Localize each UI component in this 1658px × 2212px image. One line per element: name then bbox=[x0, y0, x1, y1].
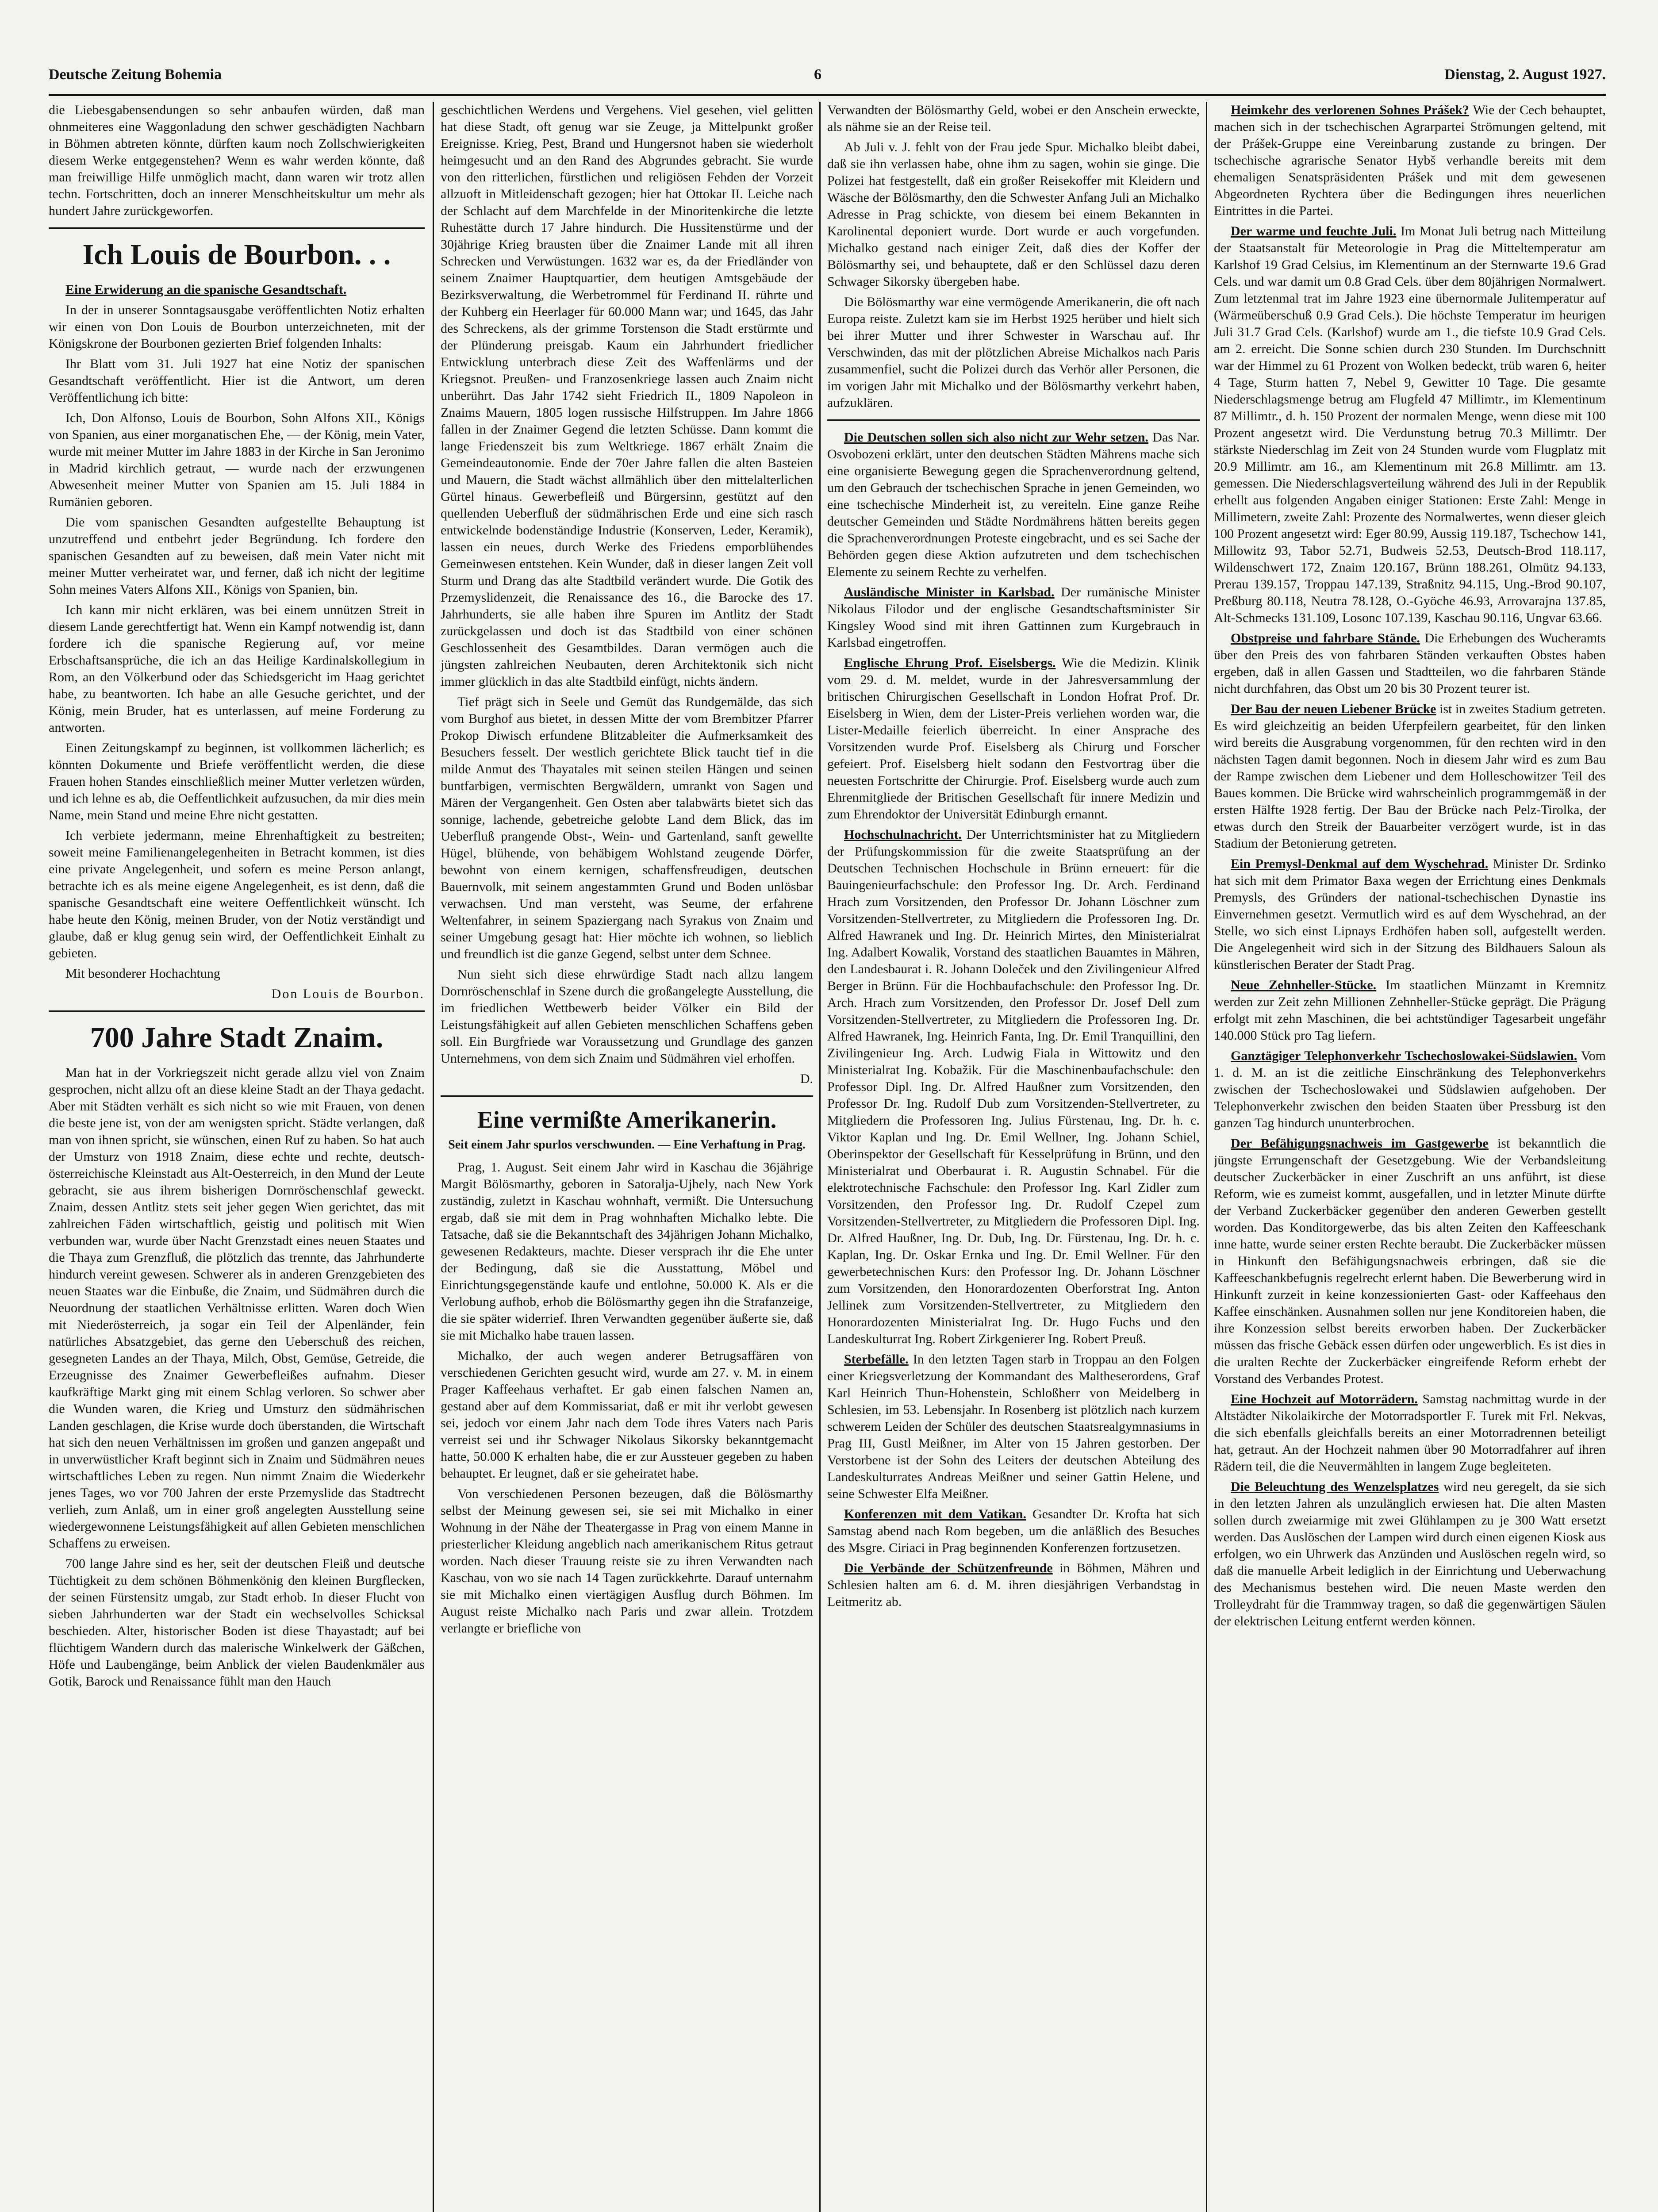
news-text: Im staatlichen Münzamt in Kremnitz werden zur Zeit zehn Millionen Zehnheller-Stücke geprägt. Die Prägung erfolgt mit zehn Maschinen, die bei achtstündiger Tagesarbeit ungefähr 140.000 Stück pro Tag liefern. bbox=[1214, 978, 1606, 1043]
column-divider bbox=[1206, 102, 1207, 2212]
page-header bbox=[49, 62, 1606, 93]
news-text: Vom 1. d. M. an ist die zeitliche Einschränkung des Telephonverkehrs zwischen der Tschechoslowakei und Südslawien aufgehoben. Der Telephonverkehr zwischen den beiden Staaten über Pressburg ist den ganzen Tag hindurch ununterbrochen. bbox=[1214, 1048, 1606, 1130]
headline-amerikanerin: Eine vermißte Amerikanerin. bbox=[477, 1106, 777, 1133]
news-lead: Eine Hochzeit auf Motorrädern. bbox=[1231, 1392, 1418, 1406]
subheadline: Seit einem Jahr spurlos verschwunden. — Eine Verhaftung in Prag. bbox=[448, 1138, 806, 1152]
article-paragraph: Ihr Blatt vom 31. Juli 1927 hat eine Notiz der spanischen Gesandtschaft veröffentlicht. Hier ist die Antwort, um deren Veröffentlichung ich bitte: bbox=[49, 357, 425, 405]
headline-bourbon: Ich Louis de Bourbon. . . bbox=[82, 238, 391, 271]
article-separator bbox=[49, 227, 425, 229]
article-paragraph: Verwandten der Bölösmarthy Geld, wobei er den Anschein erweckte, als nähme sie an der Reise teil. bbox=[827, 103, 1200, 134]
header-rule bbox=[49, 94, 1606, 96]
news-lead: Ausländische Minister in Karlsbad. bbox=[844, 585, 1055, 599]
news-lead: Ein Premysl-Denkmal auf dem Wyschehrad. bbox=[1231, 856, 1489, 871]
news-text: Minister Dr. Srdinko hat sich mit dem Primator Baxa wegen der Errichtung eines Denkmals Premysls, des Gründers der national-tschechischen Dynastie ins Einvernehmen gesetzt. Vermutlich wird es auf dem Wyschehrad, an der Stelle, wo sich einst Lipnays Erdhöfen haben soll, aufgestellt werden. Die Angelegenheit wird sich in der Sitzung des Bildhauers Saloun als künstlerischen Berater der Stadt Prag. bbox=[1214, 856, 1606, 972]
article-paragraph: Ich, Don Alfonso, Louis de Bourbon, Sohn Alfons XII., Königs von Spanien, aus einer morganatischen Ehe, — der König, mein Vater, wurde mit meiner Mutter im Jahre 1883 in der Kirche in San Jeronimo in Madrid kirchlich getraut, — wurde nach der erzwungenen Abwesenheit meiner Mutter von Spanien am 15. Juli 1884 in Rumänien geboren. bbox=[49, 411, 425, 509]
article-paragraph: Ab Juli v. J. fehlt von der Frau jede Spur. Michalko bleibt dabei, daß sie ihn verlassen habe, ohne ihm zu sagen, wohin sie ginge. Die Polizei hat festgestellt, daß ein großer Reisekoffer mit Kleidern und Wäsche der Bölösmarthy, den die Schwester Anfang Juli an Michalko Adresse in Prag schickte, von diesem bei einem Bekannten in Karolinental deponiert wurde. Dort wurde er auch vorgefunden. Michalko gestand nach einiger Zeit, daß dies der Koffer der Bölösmarthy sei, und behauptete, daß er den Schlüssel dazu deren Schwager Sikorsky übergeben habe. bbox=[827, 140, 1200, 289]
news-lead: Der Bau der neuen Liebener Brücke bbox=[1231, 702, 1436, 716]
news-text: Der Unterrichtsminister hat zu Mitgliedern der Prüfungskommission für die zweite Staatsprüfung an der Deutschen Technischen Hochschule in Brünn erneuert: für die Bauingenieurfachschule: den Professor Ing. Dr. Arch. Ferdinand Hrach zum Vorsitzenden, den Professor Dr. Johann Löschner zum Vorsitzenden-Stellvertreter, zu Mitgliedern die Professoren Ing. Dr. Alfred Hawranek und Ing. Dr. Heinrich Mirtes, den Ministerialrat Ing. Adalbert Kowalik, Vorstand des staatlichen Bauamtes in Mähren, den Landesbaurat i. R. Johann Doleček und den Zivilingenieur Alfred Berger in Brünn. Für die Hochbaufachschule: den Professor Ing. Dr. Arch. Hrach zum Vorsitzenden, den Professor Dr. Josef Dell zum Vorsitzenden-Stellvertreter, zu Mitgliedern die Professoren Ing. Dr. Alfred Hawranek, Ing. Heinrich Fanta, Ing. Dr. Emil Tranquillini, den Zivilingenieur Ing. Arch. Ludwig Fiala in Wittowitz und den Ministerialrat Ing. Kobažik. Für die Maschinenbaufachschule: den Professor Dipl. Ing. Dr. Alfred Haußner zum Vorsitzenden, den Professor Dr. Ing. Rudolf Dub zum Vorsitzenden-Stellvertreter, zu Mitgliedern die Professoren Ing. Julius Fürstenau, Ing. Dr. h. c. Viktor Kaplan und Ing. Dr. Emil Wellner, Ing. Johann Schiel, Oberinspektor der Gesellschaft für Kesselprüfung in Brünn, und den Ministerialrat und Oberbaurat i. R. Augustin Schnabel. Für die elektrotechnische Fachschule: den Professor Ing. Karl Zidler zum Vorsitzenden, den Professor Ing. Dr. Rudolf Czepel zum Vorsitzenden-Stellvertreter, zu Mitgliedern die Professoren Dipl. Ing. Dr. Alfred Haußner, Ing. Dr. Dub, Ing. Dr. Fürstenau, Ing. Dr. h. c. Kaplan, Ing. Dr. Oskar Ernka und Ing. Dr. Emil Wellner. Für den gewerbetechnischen Kurs: den Professor Ing. Dr. Johann Löschner zum Vorsitzenden, den Honorardozenten Oberforstrat Ing. Anton Jellinek zum Vorsitzenden-Stellvertreter, zu Mitgliedern den Honorardozenten Ministerialrat Ing. Dr. Hugo Fuchs und den Landeskulturrat Ing. Robert Zirkgenierer Ing. Robert Preuß. bbox=[827, 827, 1200, 1346]
news-lead: Der Befähigungsnachweis im Gastgewerbe bbox=[1231, 1136, 1489, 1151]
news-text: Samstag nachmittag wurde in der Altstädter Nikolaikirche der Motorradsportler F. Turek mit Frl. Nekvas, die sich ebenfalls gleichfalls bereits an einer Motorradrennen beteiligt hat, getraut. An der Hochzeit nahmen über 90 Motorradfahrer auf ihren Rädern teil, die die Neuvermählten in langem Zuge begleiteten. bbox=[1214, 1392, 1606, 1474]
news-text: Im Monat Juli betrug nach Mitteilung der Staatsanstalt für Meteorologie in Prag die Mitteltemperatur am Karlshof 19 Grad Celsius, im Klementinum an der Sternwarte 19.6 Grad Cels. und war damit um 0.8 Grad Cels. über dem 80jährigen Normalwert. Zum letztenmal trat im Jahre 1923 eine übernormale Julitemperatur auf (Wärmeüberschuß 0.9 Grad Cels.). Die höchste Temperatur im heurigen Juli 31.7 Grad Cels. (Karlshof) wurde am 1., die tiefste 10.9 Grad Cels. am 2. erreicht. Die Sonne schien durch 230 Stunden. Im Durchschnitt war der Himmel zu 61 Prozent von Wolken bedeckt, trüb waren 6, heiter 4 Tage, Sturm hatten 7, Nebel 9, Gewitter 10 Tage. Die gesamte Niederschlagsmenge betrug am Flugfeld 47 Millimtr., im Klementinum 87 Millimtr., d. h. 150 Prozent der normalen Menge, wenn diese mit 100 Prozent angesetzt wird. Die Verdunstung betrug 70.3 Millimtr. Der stärkste Niederschlag im Zeit von 24 Stunden wurde vom Flugplatz mit 20.9 Millimtr. am 16., am Klementinum mit 26.8 Millimtr. am 13. gemessen. Die Niederschlagsverteilung während des Juli in der Republik erhellt aus folgenden Angaben einiger Stationen: Erste Zahl: Menge in Millimetern, zweite Zahl: Prozente des Normalwertes, wenn dieser gleich 100 Prozent angesetzt wird: Eger 80.99, Aussig 119.187, Tschechow 141, Millowitz 93, Tabor 52.71, Budweis 52.53, Deutsch-Brod 118.117, Wildenschwert 172, Znaim 120.167, Brünn 188.261, Olmütz 94.133, Prerau 139.157, Troppau 147.139, Straßnitz 94.115, Ung.-Brod 90.107, Preßburg 80.118, Neutra 78.128, O.-Gyöche 46.93, Arrovarajna 137.85, Alt-Schmecks 131.109, Losonc 107.139, Kaschau 90.116, Ungvar 63.66. bbox=[1214, 224, 1606, 625]
article-separator bbox=[49, 1010, 425, 1012]
news-lead: Sterbefälle. bbox=[844, 1352, 909, 1367]
column-3 bbox=[827, 102, 1200, 2212]
news-text: In den letzten Tagen starb in Troppau an den Folgen einer Kriegsverletzung der Kommandant des Maltheserordens, Graf Karl Heinrich Thun-Hohenstein, Schloßherr von Meidelberg in Schlesien, im 53. Lebensjahr. In Rosenberg ist plötzlich nach kurzem schwerem Leiden der Schüler des deutschen Staatsrealgymnasiums in Prag III, Gustl Meißner, im Alter von 15 Jahren gestorben. Der Verstorbene ist der Sohn des Leiters der deutschen Abteilung des Landeskulturrates Andreas Meißner und seiner Gattin Helene, und seine Schwester Elfa Meißner. bbox=[827, 1352, 1200, 1501]
column-4 bbox=[1214, 102, 1606, 2212]
news-text: in Böhmen, Mähren und Schlesien halten am 6. d. M. ihren diesjährigen Verbandstag in Leitmeritz ab. bbox=[827, 1561, 1200, 1609]
news-text: wird neu geregelt, da sie sich in den letzten Jahren als unzulänglich erwiesen hat. Die alten Masten sollen durch zweiarmige mit zwei Glühlampen zu je 300 Watt ersetzt werden. Das Auslöschen der Lampen wird durch einen eigenen Kiosk aus erfolgen, wo ein Uhrwerk das Anzünden und Auslöschen regeln wird, so daß die manuelle Arbeit lediglich in der Einrichtung und Ueberwachung des Mechanismus bestehen wird. Die neuen Maste werden den Trolleydraht für die Trammway tragen, so daß die gegenwärtigen Säulen der elektrischen Leitung entfernt werden können. bbox=[1214, 1479, 1606, 1628]
news-text: Die Erhebungen des Wucheramts über den Preis des von fahrbaren Ständen verkauften Obstes haben ergeben, daß in allen Gassen und Stadtteilen, wo die fahrbaren Stände nicht durchfahren, das Obst um 20 bis 30 Prozent teurer ist. bbox=[1214, 631, 1606, 696]
article-paragraph: In der in unserer Sonntagsausgabe veröffentlichten Notiz erhalten wir einen von Don Louis de Bourbon unterzeichneten, mit der Königskrone der Bourbonen gezierten Brief folgenden Inhalts: bbox=[49, 303, 425, 351]
news-lead: Ganztägiger Telephonverkehr Tschechoslowakei-Südslawien. bbox=[1231, 1048, 1577, 1063]
article-paragraph: Mit besonderer Hochachtung bbox=[65, 966, 220, 981]
news-text: ist in zweites Stadium getreten. Es wird gleichzeitig an beiden Uferpfeilern gearbeitet, für den linken wird bereits die Ausgrabung vorgenommen, für den rechten wird in den nächsten Tagen damit begonnen. Noch in diesem Jahr wird es zum Bau der Rampe zwischen dem Liebener und dem Holleschowitzer Teil des Baues kommen. Die Brücke wird wahrscheinlich programmgemäß in der ersten Hälfte 1928 fertig. Der Bau der Brücke nach Pelz-Tirolka, der etwas durch den Streik der Bauarbeiter verzögert wurde, ist in das Stadium der Betonierung getreten. bbox=[1214, 702, 1606, 851]
news-lead: Die Verbände der Schützenfreunde bbox=[844, 1561, 1053, 1575]
news-text: Wie die Medizin. Klinik vom 29. d. M. meldet, wurde in der Jahresversammlung der britischen Chirurgischen Gesellschaft in London Hofrat Prof. Dr. Eiselsberg in Wien, dem der Lister-Preis verliehen worden war, die Lister-Medaille feierlich überreicht. In einer Ansprache des Vorsitzenden wurde Prof. Eiselsberg als Chirurg und Forscher gefeiert. Prof. Eiselsberg hielt sodann den Festvortrag über die neuesten Fortschritte der Chirurgie. Prof. Eiselsberg wurde auch zum Ehrenmitgliede der Britischen Gesellschaft für innere Medizin und zum Ehrendoktor der Universität Edinburgh ernannt. bbox=[827, 656, 1200, 822]
signature: Don Louis de Bourbon. bbox=[271, 987, 425, 1001]
column-divider bbox=[819, 102, 821, 2212]
article-paragraph: Prag, 1. August. Seit einem Jahr wird in Kaschau die 36jährige Margit Bölösmarthy, geboren in Satoralja-Ujhely, nach New York zuständig, zuletzt in Kaschau wohnhaft, vermißt. Die Untersuchung ergab, daß sie mit dem in Prag wohnhaften Michalko lebte. Die Tatsache, daß sie die Bekanntschaft des 34jährigen Johann Michalko, gewesenen Redakteurs, machte. Dieser versprach ihr die Ehe unter der Bedingung, daß sie die Ausstattung, Möbel und Einrichtungsgegenstände kaufe und entlohne, 50.000 K. Als er die Verlobung aufhob, erhob die Bölösmarthy gegen ihn die Strafanzeige, die sie später widerrief. Ihren Verwandten gegenüber äußerte sie, daß sie mit Michalko habe trauen lassen. bbox=[441, 1160, 813, 1343]
column-divider bbox=[433, 102, 434, 2212]
news-lead: Die Deutschen sollen sich also nicht zur Wehr setzen. bbox=[844, 430, 1149, 445]
article-paragraph: Ich verbiete jedermann, meine Ehrenhaftigkeit zu bestreiten; soweit meine Familienangelegenheiten in Betracht kommen, ist dies eine private Angelegenheit, und sofern es meine Person anlangt, betrachte ich es als meine eigene Angelegenheit, es ist denn, daß die spanische Gesandtschaft eine weitere Oeffentlichkeit wünscht. Ich habe heute den König, meinen Bruder, von der Notiz verständigt und glaube, daß er klug genug sein wird, der Oeffentlichkeit Einhalt zu gebieten. bbox=[49, 828, 425, 960]
article-continuation: die Liebesgabensendungen so sehr anbaufen würden, daß man ohnmeiteres eine Waggonladung den schwer geschädigten Nachbarn in Böhmen abtreten könnte, dürften kaum noch Zollschwierigkeiten diesem Werke entgegenstehen? Wenn es wahr werden könnte, daß man freiwillige Hilfe unmöglich macht, dann waren wir trotz allen techn. Fortschritten, doch an innerer Menschheitskultur um mehr als hundert Jahre zurückgeworfen. bbox=[49, 103, 425, 218]
issue-date: Dienstag, 2. August 1927. bbox=[1444, 66, 1606, 83]
news-text: Wie der Cech behauptet, machen sich in der tschechischen Agrarpartei Strömungen geltend, mit der Prášek-Gruppe eine Vereinbarung zustande zu bringen. Der tschechische agrarische Senator Hybš verhandle bereits mit dem ehemaligen Senatspräsidenten Prášek und mit dem gewesenen Abgeordneten Rychtera über die Bedingungen ihres neuerlichen Eintrittes in die Partei. bbox=[1214, 103, 1606, 218]
news-text: Das Nar. Osvobozeni erklärt, unter den deutschen Städten Mährens mache sich eine organisierte Bewegung gegen die Sprachenverordnung geltend, um den Gebrauch der tschechischen Sprache in jenen Gemeinden, wo eine tschechische Minderheit ist, zu vereiteln. Eine ganze Reihe deutscher Gemeinden und Städte Nordmährens hätten bereits gegen die Sprachenverordnungen Proteste eingebracht, und es sei Sache der Behörden gegen diese Aktion aufzutreten und dem tschechischen Elemente zu seinem Rechte zu verhelfen. bbox=[827, 430, 1200, 579]
headline-znaim: 700 Jahre Stadt Znaim. bbox=[90, 1022, 384, 1054]
page-number: 6 bbox=[814, 66, 821, 83]
column-1 bbox=[49, 102, 425, 2212]
news-lead: Der warme und feuchte Juli. bbox=[1231, 224, 1397, 238]
news-lead: Hochschulnachricht. bbox=[844, 827, 962, 842]
news-lead: Die Beleuchtung des Wenzelsplatzes bbox=[1231, 1479, 1439, 1494]
news-lead: Obstpreise und fahrbare Stände. bbox=[1231, 631, 1420, 645]
article-paragraph: Michalko, der auch wegen anderer Betrugsaffären von verschiedenen Gerichten gesucht wird, wurde am 27. v. M. in einem Prager Kaffeehaus verhaftet. Er gab einen falschen Namen an, gestand aber auf dem Kommissariat, daß er mit ihr verlobt gewesen sei, jedoch vor einem Jahr nach dem Tode ihres Vaters nach Paris verreist sei und ihr Schwager Nikolaus Sikorsky bekanntgemacht hatte, 50.000 K erhalten habe, die er zur Aussteuer gegeben zu haben behauptet. Er leugnet, daß er sie geheiratet habe. bbox=[441, 1348, 813, 1481]
article-paragraph: geschichtlichen Werdens und Vergehens. Viel gesehen, viel gelitten hat diese Stadt, oft genug war sie Zeuge, ja Mittelpunkt großer Ereignisse. Krieg, Pest, Brand und Hungersnot haben sie wiederholt heimgesucht und an den Rand des Abgrundes gebracht. Sie wurde von den ritterlichen, fürstlichen und religiösen Fehden der Vorzeit allzuoft in Mitleidenschaft gezogen; hier hat Ottokar II. Leiche nach der Schlacht auf dem Marchfelde in der Minoritenkirche die letzte Ruhestätte durch 17 Jahre hindurch. Die Hussitenstürme und der 30jährige Krieg brausten über die Znaimer Lande mit all ihren Schrecken und Verwüstungen. 1632 war es, da der Friedländer von seinem Znaimer Hauptquartier, dem heutigen Amtsgebäude der Bezirksverwaltung, die Werbetrommel für Ferdinand II. rührte und der Kuhberg ein Heerlager für 60.000 Mann war; und 1645, das Jahr des Schreckens, als der grimme Torstenson die Stadt erstürmte und der Plünderung preisgab. Kaum ein Jahrhundert friedlicher Entwicklung unterbrach diese Zeit des Waffenlärms und der Kriegsnot. Preußen- und Franzosenkriege lassen auch Znaim nicht unberührt. Das Jahr 1742 sieht Friedrich II., 1809 Napoleon in Znaims Mauern, 1805 logen russische Hilfstruppen. Im Jahre 1866 fallen in der Znaimer Gegend die letzten Schüsse. Dann kommt die lange Friedenszeit bis zum Weltkriege. 1867 erhält Znaim die Gemeindeautonomie. Ende der 70er Jahre fallen die alten Basteien und Mauern, die Stadt wächst allmählich über den mittelalterlichen Gürtel hinaus. Gewerbefleiß und Bürgersinn, gestützt auf den quellenden Ueberfluß der südmährischen Erde und eine sich rasch entwickelnde bodenständige Industrie (Konserven, Leder, Keramik), lassen ein neues, durch Werke des Friedens emporblühendes Gemeinwesen entstehen. Kein Wunder, daß in dieser langen Zeit voll Sturm und Drang das alte Stadtbild verändert wurde. Die Gotik des Przemyslidenzeit, die Renaissance des 16., die Barocke des 17. Jahrhunderts, sie alle haben ihre Spuren im Antlitz der Stadt zurückgelassen und doch ist das Stadtbild von einer schönen Geschlossenheit des Gesamtbildes. Daran vermögen auch die jüngsten zahlreichen Neubauten, deren Architektonik sich nicht immer glücklich in das alte Stadtbild einfügt, nichts ändern. bbox=[441, 103, 813, 689]
article-paragraph: 700 lange Jahre sind es her, seit der deutschen Fleiß und deutsche Tüchtigkeit zu dem schönen Böhmenkönig den kleinen Burgflecken, der seinen Fürstensitz umgab, zur Stadt erhob. In dieser Flucht von sieben Jahrhunderten war der Stadt ein wechselvolles Schicksal beschieden. Alter, historischer Boden ist diese Thayastadt; auf bei flüchtigem Wandern durch das malerische Winkelwerk der Gäßchen, Höfe und Laubengänge, beim Anblick der vielen Baudenkmäler aus Gotik, Barock und Renaissance fühlt man den Hauch bbox=[49, 1556, 425, 1689]
news-text: ist bekanntlich die jüngste Errungenschaft der Gesetzgebung. Wie der Verbandsleitung deutscher Zuckerbäcker in einer Zuschrift an uns anführt, ist diese Reform, wie es zumeist kommt, ausgefallen, und in letzter Minute dürfte der Verband Zuckerbäcker gegenüber den anderen Gewerben gestellt worden. Das Konditorgewerbe, das bis alten Zeiten den Kaffeeschank inne hatte, wurde seiner ersten Rechte beraubt. Die Zuckerbäcker müssen in Hinkunft den Befähigungsnachweis erbringen, daß sie die Kaffeeschankbefugnis regelrecht erlernt haben. Die Bewerberung wird in Hinkunft zurzeit in keine konzessionierten Gast- oder Kaffeehaus den Kaffee einschänken. Ausnahmen sollen nur jene Konditoreien haben, die ihre Konzession selbst bereits erworben haben. Der Zuckerbäcker müssen das frische Gebäck essen dürfen oder ungewerblich. Es ist dies in die uralten Rechte der Zuckerbäcker eingreifende Reform erhebt der Vorstand des Verbandes Protest. bbox=[1214, 1136, 1606, 1386]
article-paragraph: Von verschiedenen Personen bezeugen, daß die Bölösmarthy selbst der Meinung gewesen sei, sie sei mit Michalko in einer Wohnung in der Nähe der Theatergasse in Prag von einem Manne in priesterlicher Kleidung angeblich nach amerikanischem Ritus getraut worden. Nach dieser Trauung reiste sie zu ihren Verwandten nach Kaschau, von wo sie nach 14 Tagen zurückkehrte. Darauf unternahm sie mit Michalko einen viertägigen Ausflug durch Böhmen. Im August reiste Michalko nach Paris und zwar allein. Trotzdem verlangte er briefliche von bbox=[441, 1486, 813, 1636]
article-paragraph: Nun sieht sich diese ehrwürdige Stadt nach allzu langem Dornröschenschlaf in Szene durch die großangelegte Ausstellung, die im friedlichen Wettbewerb beider Völker ein Bild der Leistungsfähigkeit auf allen Gebieten menschlichen Schaffens geben soll. Ein Burgfriede war Voraussetzung und Grundlage des ganzen Unternehmens, von dem sich Znaim und Südmähren viel erhoffen. bbox=[441, 967, 813, 1066]
article-paragraph: Man hat in der Vorkriegszeit nicht gerade allzu viel von Znaim gesprochen, nicht allzu oft an diese kleine Stadt an der Thaya gedacht. Aber mit Städten verhält es sich nicht so wie mit Frauen, von denen die beste jene ist, von der am wenigsten spricht. Städte verlangen, daß man von ihnen spricht, sie wünschen, einen Ruf zu haben. So hat auch der Umsturz von 1918 Znaim, diese echte und rechte, deutsch-österreichische Kleinstadt aus Alt-Oesterreich, in den Mund der Leute gebracht, sie aus ihrem bisherigen Dornröschenschlaf geweckt. Znaim, dessen Antlitz stets seit jeher gegen Wien gerichtet, das mit zahlreichen Fäden wirtschaftlich, geistig und politisch mit Wien verbunden war, wurde über Nacht Grenzstadt eines neuen Staates und die Thaya zum Grenzfluß, die plötzlich das trennte, das Jahrhunderte hindurch vereint gewesen. Schwerer als in anderen Grenzgebieten des neuen Staates war die Einbuße, die Znaim, und Südmähren durch die Neuordnung der staatlichen Verhältnisse erlitten. Waren doch Wien mit Niederösterreich, ja sogar ein Teil der Alpenländer, fein natürliches Absatzgebiet, das gerne den Ueberschuß des reichen, gesegneten Landes an der Thaya, Milch, Obst, Gemüse, Getreide, die Erzeugnisse des Znaimer Gewerbefleißes aufnahm. Dieser kaufkräftige Markt ging mit einem Schlag verloren. So schwer aber die Wunden waren, die Krieg und Umsturz den südmährischen Landen geschlagen, die Krise wurde doch überstanden, die Wirtschaft hat sich den neuen Verhältnissen im großen und ganzen angepaßt und in unverwüstlicher Kraft beginnt sich in Znaim und Südmähren neues wirtschaftliches Leben zu regen. Nun nimmt Znaim die Wiederkehr jenes Tages, wo vor 700 Jahren der erste Przemyslide das Stadtrecht verlieh, zum Anlaß, um in einer groß angelegten Ausstellung seine wiedergewonnene Leistungsfähigkeit auf allen Gebieten menschlichen Schaffens zu erweisen. bbox=[49, 1065, 425, 1551]
news-text: Gesandter Dr. Krofta hat sich Samstag abend nach Rom begeben, um die anläßlich des Besuches des Msgre. Ciriaci in Prag beginnenden Konferenzen fortzusetzen. bbox=[827, 1507, 1200, 1555]
news-lead: Konferenzen mit dem Vatikan. bbox=[844, 1507, 1027, 1521]
article-paragraph: Die vom spanischen Gesandten aufgestellte Behauptung ist unzutreffend und entbehrt jeder Begründung. Ich fordere den spanischen Gesandten auf zu beweisen, daß mein Vater nicht mit meiner Mutter verheiratet war, und ferner, daß ich nicht der legitime Sohn meines Vaters Alfons XII., Königs von Spanien, bin. bbox=[49, 515, 425, 597]
newspaper-name: Deutsche Zeitung Bohemia bbox=[49, 66, 222, 83]
article-paragraph: Die Bölösmarthy war eine vermögende Amerikanerin, die oft nach Europa reiste. Zuletzt kam sie im Herbst 1925 herüber und hielt sich bei ihrer Mutter und ihrer Schwester in Warschau auf. Ihr Verschwinden, das mit der plötzlichen Abreise Michalkos nach Paris zusammenfiel, sucht die Polizei durch das Verhör aller Personen, die im vorigen Jahr mit Michalko und der Bölösmarthy verkehrt haben, aufzuklären. bbox=[827, 295, 1200, 410]
article-paragraph: Einen Zeitungskampf zu beginnen, ist vollkommen lächerlich; es könnten Dokumente und Briefe veröffentlicht werden, die diese Frauen hohen Standes einschließlich meiner Mutter verletzen würden, und ich lehne es ab, die Oeffentlichkeit aufzusuchen, da mir dies mein Name, mein Stand und meine Ehre nicht gestatten. bbox=[49, 741, 425, 822]
article-separator bbox=[441, 1095, 813, 1097]
article-paragraph: Tief prägt sich in Seele und Gemüt das Rundgemälde, das sich vom Burghof aus bietet, in dessen Mitte der vom Brembitzer Pfarrer Prokop Diwisch erfundene Blitzableiter die Aufmerksamkeit des Besuchers fesselt. Der westlich gerichtete Blick taucht tief in die milde Anmut des Thayatales mit seinen steilen Hängen und seinen buntfarbigen, vermischten Bergwäldern, umrankt von Sagen und Mären der Vergangenheit. Gen Osten aber talabwärts bietet sich das sonnige, lachende, gebetreiche gelobte Land dem Blick, das im Ueberfluß prangende Obst-, Wein- und Gartenland, sanft gewellte Hügel, blühende, von behäbigem Wohlstand zeugende Dörfer, bewohnt von einem kernigen, schaffensfreudigen, deutschen Bauernvolk, mit seinem angestammten Grund und Boden unlösbar verwachsen. Und man versteht, was Seume, der erfahrene Weltenfahrer, in seinem Spaziergang nach Syrakus von Znaim und seiner Umgebung gesagt hat: Hier möchte ich wohnen, so lieblich und freundlich ist die ganze Gegend, selbst unter dem Schnee. bbox=[441, 695, 813, 961]
news-lead: Neue Zehnheller-Stücke. bbox=[1231, 978, 1377, 992]
subheadline: Eine Erwiderung an die spanische Gesandtschaft. bbox=[65, 282, 347, 297]
news-lead: Heimkehr des verlorenen Sohnes Prášek? bbox=[1231, 103, 1469, 117]
news-text: Der rumänische Minister Nikolaus Filodor und der englische Gesandtschaftsminister Sir Kingsley Wood sind mit ihren Gattinnen zum Kurgebrauch in Karlsbad eingetroffen. bbox=[827, 585, 1200, 650]
column-2 bbox=[441, 102, 813, 2212]
article-paragraph: Ich kann mir nicht erklären, was bei einem unnützen Streit in diesem Lande gerechtfertigt hat. Wenn ein Kampf notwendig ist, dann fordere ich die spanische Regierung auf, vor meine Erbschaftsansprüche, die ich an das Heilige Kardinalskollegium in Rom, an den Völkerbund oder das Schiedsgericht im Haag gerichtet habe, zu beantworten. Ich habe an alle Gesuche gerichtet, und der König, mein Bruder, hat es unterlassen, auf meine Forderung zu antworten. bbox=[49, 603, 425, 735]
article-separator bbox=[827, 419, 1200, 421]
signature: D. bbox=[800, 1071, 813, 1086]
news-lead: Englische Ehrung Prof. Eiselsbergs. bbox=[844, 656, 1056, 670]
